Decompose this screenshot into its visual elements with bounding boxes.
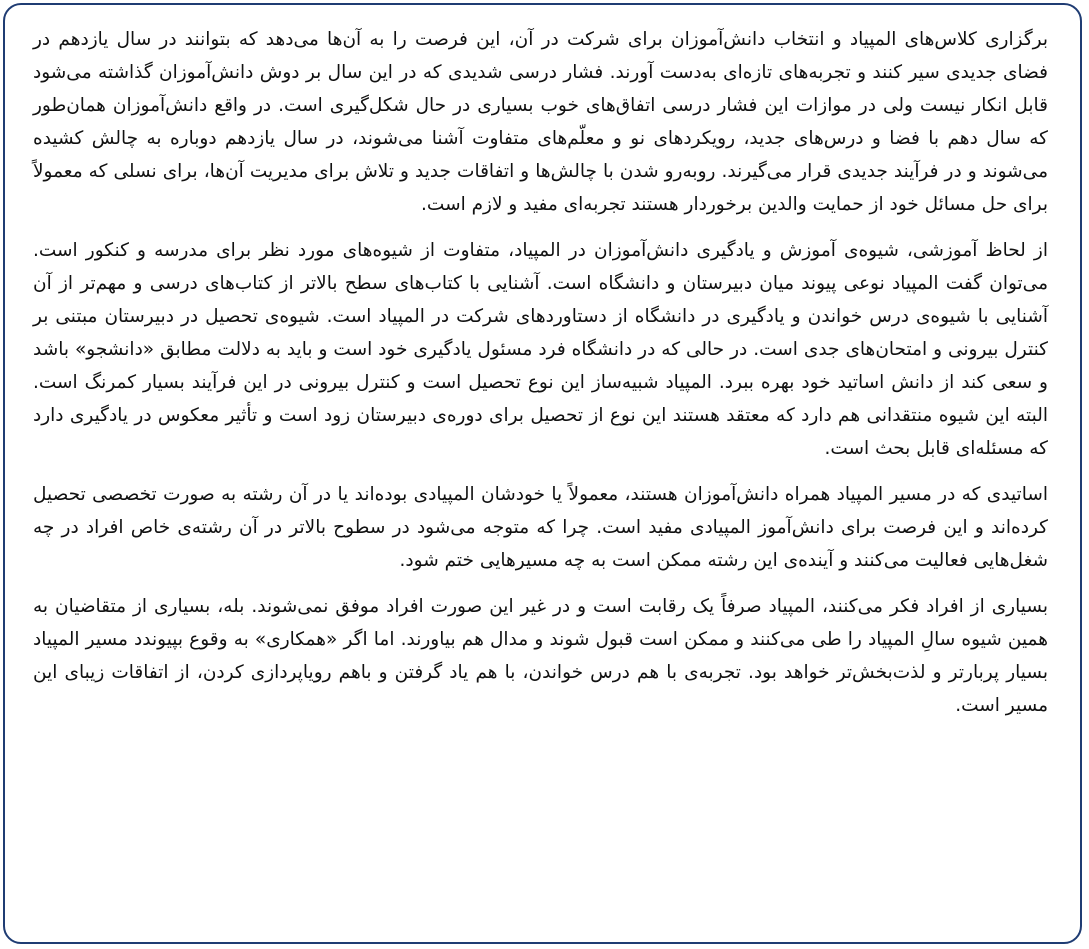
paragraph-4: بسیاری از افراد فکر می‌کنند، المپیاد صرفاً یک رقابت است و در غیر این صورت افراد موفق نمی‌شوند. بله، بسیاری از متقاضیان به همین شیوه سالِ المپیاد را طی می‌کنند و ممکن است قبول شوند و مدال هم بیاورند. اما اگر «همکاری» به وقوع بپیوندد مسیر المپیاد بسیار پربارتر و لذت‌بخش‌تر خواهد بود. تجربه‌ی با هم درس خواندن، با هم یاد گرفتن و باهم رویاپردازی کردن، از اتفاقات زیبای این مسیر است. (33, 596, 1048, 716)
paragraph-1: برگزاری کلاس‌های المپیاد و انتخاب دانش‌آموزان برای شرکت در آن، این فرصت را به آن‌ها می‌دهد که بتوانند در سال یازدهم در فضای جدیدی سیر کنند و تجربه‌های تازه‌ای به‌دست آورند. فشار درسی شدیدی که در این سال بر دوش دانش‌آموزان گذاشته می‌شود قابل انکار نیست ولی در موازات این فشار درسی اتفاق‌های خوب بسیاری در حال شکل‌گیری است. در واقع دانش‌آموزان همان‌طور که سال دهم با فضا و درس‌های جدید، رویکردهای نو و معلّم‌های متفاوت آشنا می‌شوند، در سال یازدهم دوباره به چالش کشیده می‌شوند و در فرآیند جدیدی قرار می‌گیرند. روبه‌رو شدن با چالش‌ها و اتفاقات جدید و تلاش برای مدیریت آن‌ها، برای نسلی که معمولاً برای حل مسائل خود از حمایت والدین برخوردار هستند تجربه‌ای مفید و لازم است. (33, 29, 1048, 215)
paragraph-3: اساتیدی که در مسیر المپیاد همراه دانش‌آموزان هستند، معمولاً یا خودشان المپیادی بوده‌اند یا در آن رشته به صورت تخصصی تحصیل کرده‌اند و این فرصت برای دانش‌آموز المپیادی مفید است. چرا که متوجه می‌شود در سطوح بالاتر در آن رشته‌ی خاص افراد در چه شغل‌هایی فعالیت می‌کنند و آینده‌ی این رشته ممکن است به چه مسیرهایی ختم شود. (33, 484, 1048, 571)
paragraph-2: از لحاظ آموزشی، شیوه‌ی آموزش و یادگیری دانش‌آموزان در المپیاد، متفاوت از شیوه‌های مورد نظر برای مدرسه و کنکور است. می‌توان گفت المپیاد نوعی پیوند میان دبیرستان و دانشگاه است. آشنایی با کتاب‌های سطح بالاتر از کتاب‌های درسی و مهم‌تر از آن آشنایی با شیوه‌ی درس خواندن و یادگیری در دانشگاه از دستاوردهای شرکت در المپیاد است. شیوه‌ی تحصیل در دبیرستان مبتنی بر کنترل بیرونی و امتحان‌های جدی است. در حالی که در دانشگاه فرد مسئول یادگیری خود است و باید به دلالت مطابق «دانشجو» باشد و سعی کند از دانش اساتید خود بهره ببرد. المپیاد شبیه‌ساز این نوع تحصیل است و کنترل بیرونی در این فرآیند بسیار کمرنگ است. البته این شیوه منتقدانی هم دارد که معتقد هستند این نوع از تحصیل برای دوره‌ی دبیرستان زود است و تأثیر معکوس در یادگیری دارد که مسئله‌ای قابل بحث است. (33, 240, 1048, 459)
document-frame (3, 3, 1082, 944)
